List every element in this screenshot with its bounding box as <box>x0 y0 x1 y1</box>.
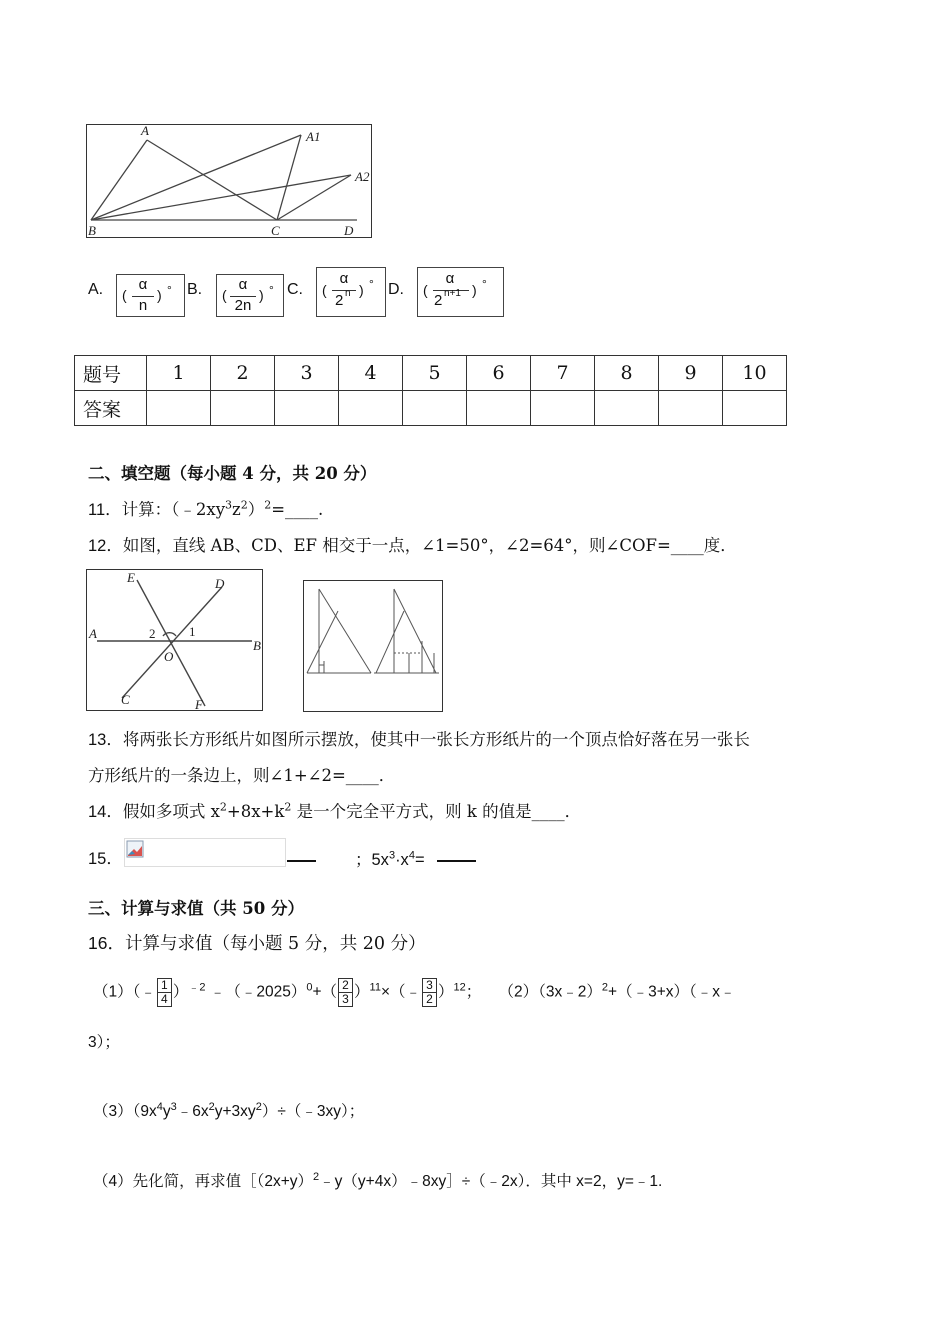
problem-3 <box>93 1099 364 1121</box>
p3-sup3: 2 <box>208 1100 215 1113</box>
option-d-deg: ° <box>482 277 487 291</box>
option-b-letter: B. <box>187 281 203 298</box>
answer-table-number: 10 <box>723 356 787 391</box>
q11-sup3: 2 <box>264 498 272 512</box>
label-B: B <box>88 223 96 237</box>
option-a-den: n <box>138 297 148 314</box>
answer-table-head-answer: 答案 <box>75 391 147 426</box>
answer-cell[interactable] <box>275 391 339 426</box>
label-F: F <box>195 697 203 710</box>
answer-table-row-answers <box>75 391 787 426</box>
p3-c: y+3xy <box>214 1103 256 1120</box>
p2-rest: +（﹣3+x）（﹣x﹣ <box>608 983 736 1001</box>
p3-sup2: 3 <box>170 1100 177 1113</box>
p1-m2: +（ <box>312 983 337 1001</box>
p1-exp3: 11 <box>369 981 381 994</box>
q11-sup2: 2 <box>240 498 248 512</box>
option-c-box[interactable]: ( α 2 n ) ° <box>316 267 386 317</box>
q11-sup1: 3 <box>225 498 233 512</box>
option-a-box[interactable]: ( α n ) ° <box>116 274 185 317</box>
answer-cell[interactable] <box>467 391 531 426</box>
answer-table-number: 7 <box>531 356 595 391</box>
option-c-deg: ° <box>369 277 374 291</box>
q14 <box>88 798 581 822</box>
answer-table <box>74 355 787 426</box>
option-d-box[interactable]: ( α 2 n+1 ) ° <box>417 267 504 317</box>
answer-cell[interactable] <box>531 391 595 426</box>
problem-2-line2: 3）； <box>88 1034 120 1051</box>
option-a-deg: ° <box>167 283 172 297</box>
problem-1-2: （1）（﹣ $\frac{1}{4}$ ）$^{﹣2}$ ﹣（﹣2025）$^0$+（ $\frac{2}{3}$ ）$^{11}$×（﹣ $\frac{3}{2}$ ）$^{12}$； （2）（3x﹣2）$^2$+（﹣3+x）（﹣x﹣ <box>93 978 736 1006</box>
q13-number: 13． <box>88 731 123 749</box>
option-c-den: 2 <box>335 292 344 309</box>
q14-sup1: 2 <box>219 800 227 814</box>
answer-cell[interactable] <box>403 391 467 426</box>
option-c-den-sup: n <box>345 288 351 299</box>
q16-text: 计算与求值（每小题 5 分，共 20 分） <box>124 934 426 954</box>
q15-dot: ·x <box>395 851 409 869</box>
label-A2: A2 <box>355 169 370 184</box>
q15-broken-image <box>124 838 286 867</box>
figure-triangles-two <box>303 580 443 712</box>
broken-image-icon <box>126 840 144 858</box>
label-D: D <box>215 576 225 591</box>
q12-text: 如图，直线 AB、CD、EF 相交于一点，∠1=50°，∠2=64°，则∠COF=____度． <box>122 536 737 555</box>
p1-fraction-3: $\frac{3}{2}$ <box>422 978 437 1007</box>
answer-cell[interactable] <box>723 391 787 426</box>
option-a-num: α <box>138 276 148 293</box>
q11-mid: z <box>232 500 241 519</box>
p1-fraction-2: $\frac{2}{3}$ <box>338 978 353 1007</box>
q15-blank1[interactable] <box>287 860 316 862</box>
q14-sup2: 2 <box>284 800 292 814</box>
answer-table-number: 6 <box>467 356 531 391</box>
answer-cell[interactable] <box>339 391 403 426</box>
q13-line1 <box>88 726 750 750</box>
q11-number: 11． <box>88 501 122 519</box>
label-D: D <box>344 223 354 237</box>
q11-tail: =____. <box>271 500 324 519</box>
option-b-den: 2n <box>234 297 252 314</box>
q12 <box>88 532 737 556</box>
p1-lead: （1）（﹣ <box>93 983 156 1001</box>
label-C: C <box>121 692 130 707</box>
q11-text: 计算：（﹣2xy <box>121 500 226 519</box>
p1-exp1: ﹣2 <box>188 981 206 994</box>
option-d-den-sup: n+1 <box>444 288 461 299</box>
option-b-deg: ° <box>269 283 274 297</box>
q11 <box>88 496 323 520</box>
option-c-num: α <box>339 270 349 287</box>
q13-line2: 方形纸片的一条边上，则∠1+∠2=____． <box>88 766 396 785</box>
p1-m4: ； <box>465 983 482 1001</box>
q15-eq: = <box>414 851 425 869</box>
answer-cell[interactable] <box>211 391 275 426</box>
label-E: E <box>127 570 135 585</box>
label-angle-1: 1 <box>189 624 196 639</box>
answer-table-number: 1 <box>147 356 211 391</box>
p3-pre: （3）（9x <box>93 1103 157 1120</box>
answer-table-number: 8 <box>595 356 659 391</box>
p3-b: ﹣6x <box>176 1103 209 1120</box>
p3-sup1: 4 <box>156 1100 163 1113</box>
q15-sep: ；5x <box>355 851 389 869</box>
section2-title: 二、填空题（每小题 4 分，共 20 分） <box>88 464 377 483</box>
p2-lead: （2）（3x﹣2） <box>498 983 602 1001</box>
p1-exp2: 0 <box>306 981 313 994</box>
answer-cell[interactable] <box>659 391 723 426</box>
answer-table-number: 9 <box>659 356 723 391</box>
q15-expression <box>355 846 425 870</box>
p3-sup4: 2 <box>255 1100 262 1113</box>
option-d-den: 2 <box>434 292 443 309</box>
option-a-letter: A. <box>88 281 104 298</box>
q16-number: 16． <box>88 933 125 953</box>
option-d-num: α <box>445 270 455 287</box>
answer-table-row-numbers <box>75 356 787 391</box>
q15-sup1: 3 <box>388 849 396 862</box>
p1-fraction-1: $\frac{1}{4}$ <box>157 978 172 1007</box>
label-B: B <box>253 638 261 653</box>
option-b-box[interactable]: ( α 2n ) ° <box>216 274 284 317</box>
p4-post: ﹣y（y+4x）﹣8xy］÷（﹣2x）．其中 x=2，y=﹣1. <box>319 1173 663 1190</box>
section3-title: 三、计算与求值（共 50 分） <box>88 899 304 918</box>
q14-number: 14． <box>88 803 123 821</box>
answer-cell[interactable] <box>595 391 659 426</box>
problem-4 <box>93 1169 662 1191</box>
label-A: A <box>89 626 97 641</box>
option-b-num: α <box>238 276 248 293</box>
q14-post: 是一个完全平方式，则 k 的值是____． <box>291 802 582 821</box>
p4-sup: 2 <box>313 1170 320 1183</box>
p1-m3: ×（﹣ <box>380 983 421 1001</box>
q14-mid: +8x+k <box>226 802 285 821</box>
figure-triangles-two-svg <box>304 581 442 711</box>
label-C: C <box>271 223 280 237</box>
p2-exp: 2 <box>601 981 609 994</box>
figure-triangles-svg <box>87 125 371 237</box>
figure-triangles <box>86 124 372 238</box>
q11-close: ） <box>247 500 265 519</box>
answer-table-number: 4 <box>339 356 403 391</box>
label-A1: A1 <box>306 129 321 144</box>
p3-d: ）÷（﹣3xy）； <box>261 1103 365 1120</box>
label-A: A <box>141 125 149 138</box>
q12-number: 12． <box>88 537 123 555</box>
q13-text1: 将两张长方形纸片如图所示摆放，使其中一张长方形纸片的一个顶点恰好落在另一张长 <box>122 730 750 749</box>
q15-number: 15． <box>88 850 123 868</box>
label-angle-2: 2 <box>149 626 156 641</box>
q14-pre: 假如多项式 x <box>122 802 220 821</box>
option-c-letter: C. <box>287 281 303 298</box>
option-d-letter: D. <box>388 281 404 298</box>
q15-sup2: 4 <box>408 849 415 862</box>
answer-table-number: 3 <box>275 356 339 391</box>
answer-table-number: 5 <box>403 356 467 391</box>
q16 <box>88 930 426 955</box>
answer-table-number: 2 <box>211 356 275 391</box>
p3-a: y <box>162 1103 171 1120</box>
label-O: O <box>164 649 174 664</box>
figure-lines-svg <box>87 570 262 710</box>
q15 <box>88 845 123 869</box>
p1-exp4: 12 <box>453 981 466 994</box>
figure-intersecting-lines <box>86 569 263 711</box>
q15-blank2[interactable] <box>437 860 476 862</box>
answer-cell[interactable] <box>147 391 211 426</box>
p1-m1: ﹣（﹣2025） <box>209 983 307 1001</box>
answer-table-head-number: 题号 <box>75 356 147 391</box>
p4-pre: （4）先化简，再求值［（2x+y） <box>93 1173 314 1190</box>
